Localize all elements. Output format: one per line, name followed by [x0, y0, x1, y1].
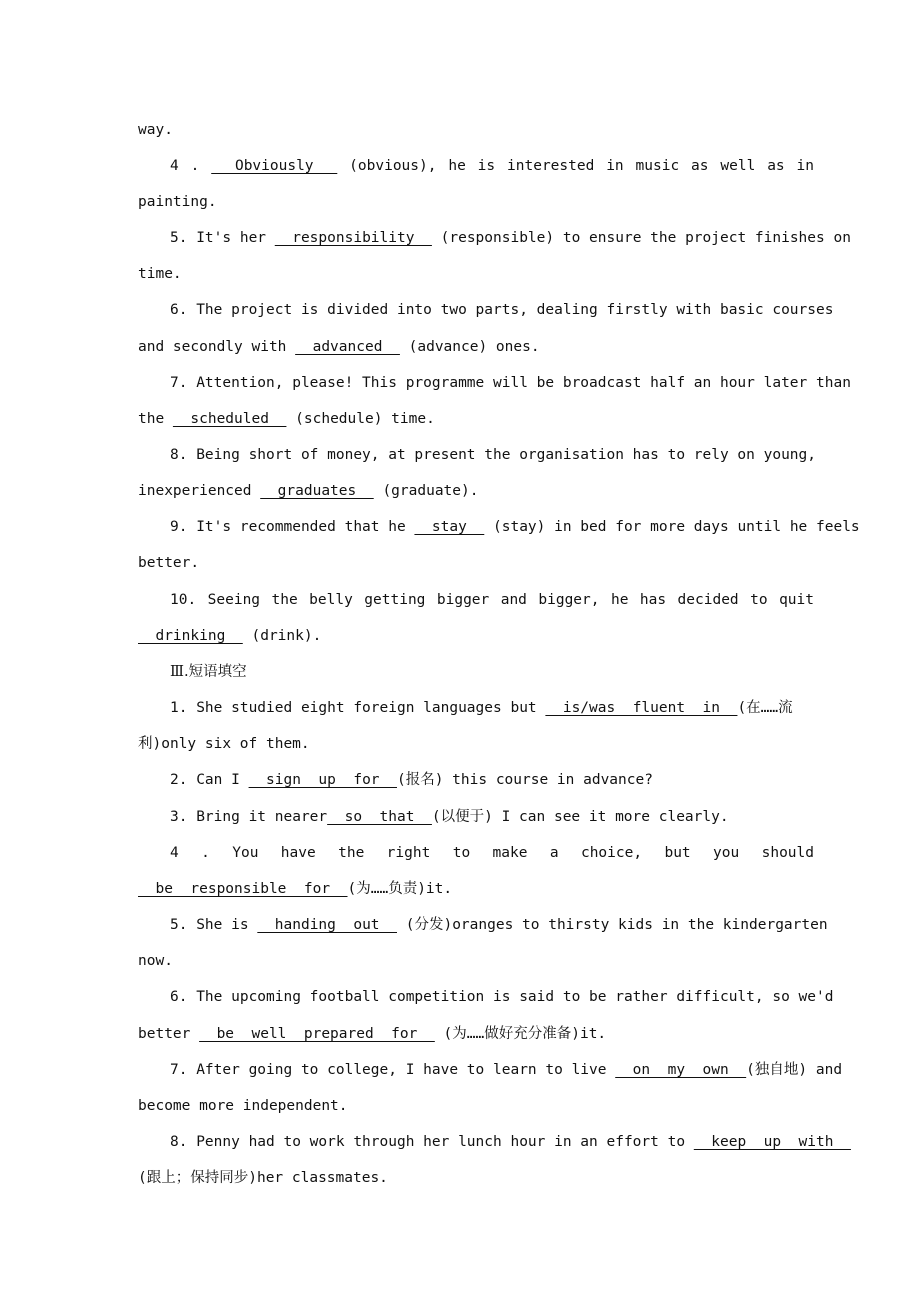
text-line: and secondly with advanced (advance) ones. — [138, 339, 540, 355]
exercise-7: 7. Attention, please! This programme will be broadcast half an hour later than — [170, 375, 851, 391]
exercise-10: 10. Seeing the belly getting bigger and bigger, he has decided to quit — [170, 592, 814, 608]
text-line: painting. — [138, 194, 217, 210]
section-heading: Ⅲ.短语填空 — [170, 664, 247, 680]
phrase-3: 3. Bring it nearer so that (以便于) I can see it more clearly. — [170, 809, 729, 825]
answer-blank: keep up with — [693, 1134, 851, 1150]
phrase-2: 2. Can I sign up for (报名) this course in advance? — [170, 772, 653, 788]
text-line: become more independent. — [138, 1098, 348, 1114]
phrase-4: 4 . You have the right to make a choice, but you should — [170, 845, 814, 861]
text-line: now. — [138, 953, 173, 969]
answer-blank: responsibility — [274, 230, 432, 246]
exercise-4: 4 . Obviously (obvious), he is interested in music as well as in — [170, 158, 814, 174]
exercise-8: 8. Being short of money, at present the organisation has to rely on young, — [170, 447, 817, 463]
answer-blank: sign up for — [248, 772, 397, 788]
answer-blank: be responsible for — [138, 881, 348, 897]
answer-blank: so that — [327, 809, 432, 825]
answer-blank: handing out — [257, 917, 397, 933]
answer-blank: is/was fluent in — [545, 700, 738, 716]
exercise-9: 9. It's recommended that he stay (stay) in bed for more days until he feels — [170, 519, 860, 535]
text-line: (跟上；保持同步)her classmates. — [138, 1170, 388, 1186]
exercise-5: 5. It's her responsibility (responsible) to ensure the project finishes on — [170, 230, 851, 246]
text-line: better. — [138, 555, 200, 571]
answer-blank: on my own — [615, 1062, 747, 1078]
answer-blank: graduates — [260, 483, 374, 499]
phrase-1: 1. She studied eight foreign languages but is/was fluent in (在……流 — [170, 700, 793, 716]
phrase-7: 7. After going to college, I have to learn to live on my own (独自地) and — [170, 1062, 843, 1078]
answer-blank: be well prepared for — [199, 1026, 435, 1042]
answer-blank: stay — [414, 519, 485, 535]
answer-blank: drinking — [138, 628, 243, 644]
text-line: be responsible for (为……负责)it. — [138, 881, 453, 897]
answer-blank: advanced — [295, 339, 400, 355]
text-line: drinking (drink). — [138, 628, 322, 644]
text-line: better be well prepared for (为……做好充分准备)it. — [138, 1026, 607, 1042]
phrase-8: 8. Penny had to work through her lunch hour in an effort to keep up with — [170, 1134, 851, 1150]
answer-blank: Obviously — [211, 158, 338, 174]
text-line: way. — [138, 122, 173, 138]
text-line: time. — [138, 266, 182, 282]
exercise-6: 6. The project is divided into two parts, dealing firstly with basic courses — [170, 302, 834, 318]
text-line: the scheduled (schedule) time. — [138, 411, 435, 427]
text-line: 利)only six of them. — [138, 736, 310, 752]
answer-blank: scheduled — [172, 411, 287, 427]
phrase-6: 6. The upcoming football competition is said to be rather difficult, so we'd — [170, 989, 834, 1005]
text-line: inexperienced graduates (graduate). — [138, 483, 479, 499]
phrase-5: 5. She is handing out (分发)oranges to thirsty kids in the kindergarten — [170, 917, 828, 933]
